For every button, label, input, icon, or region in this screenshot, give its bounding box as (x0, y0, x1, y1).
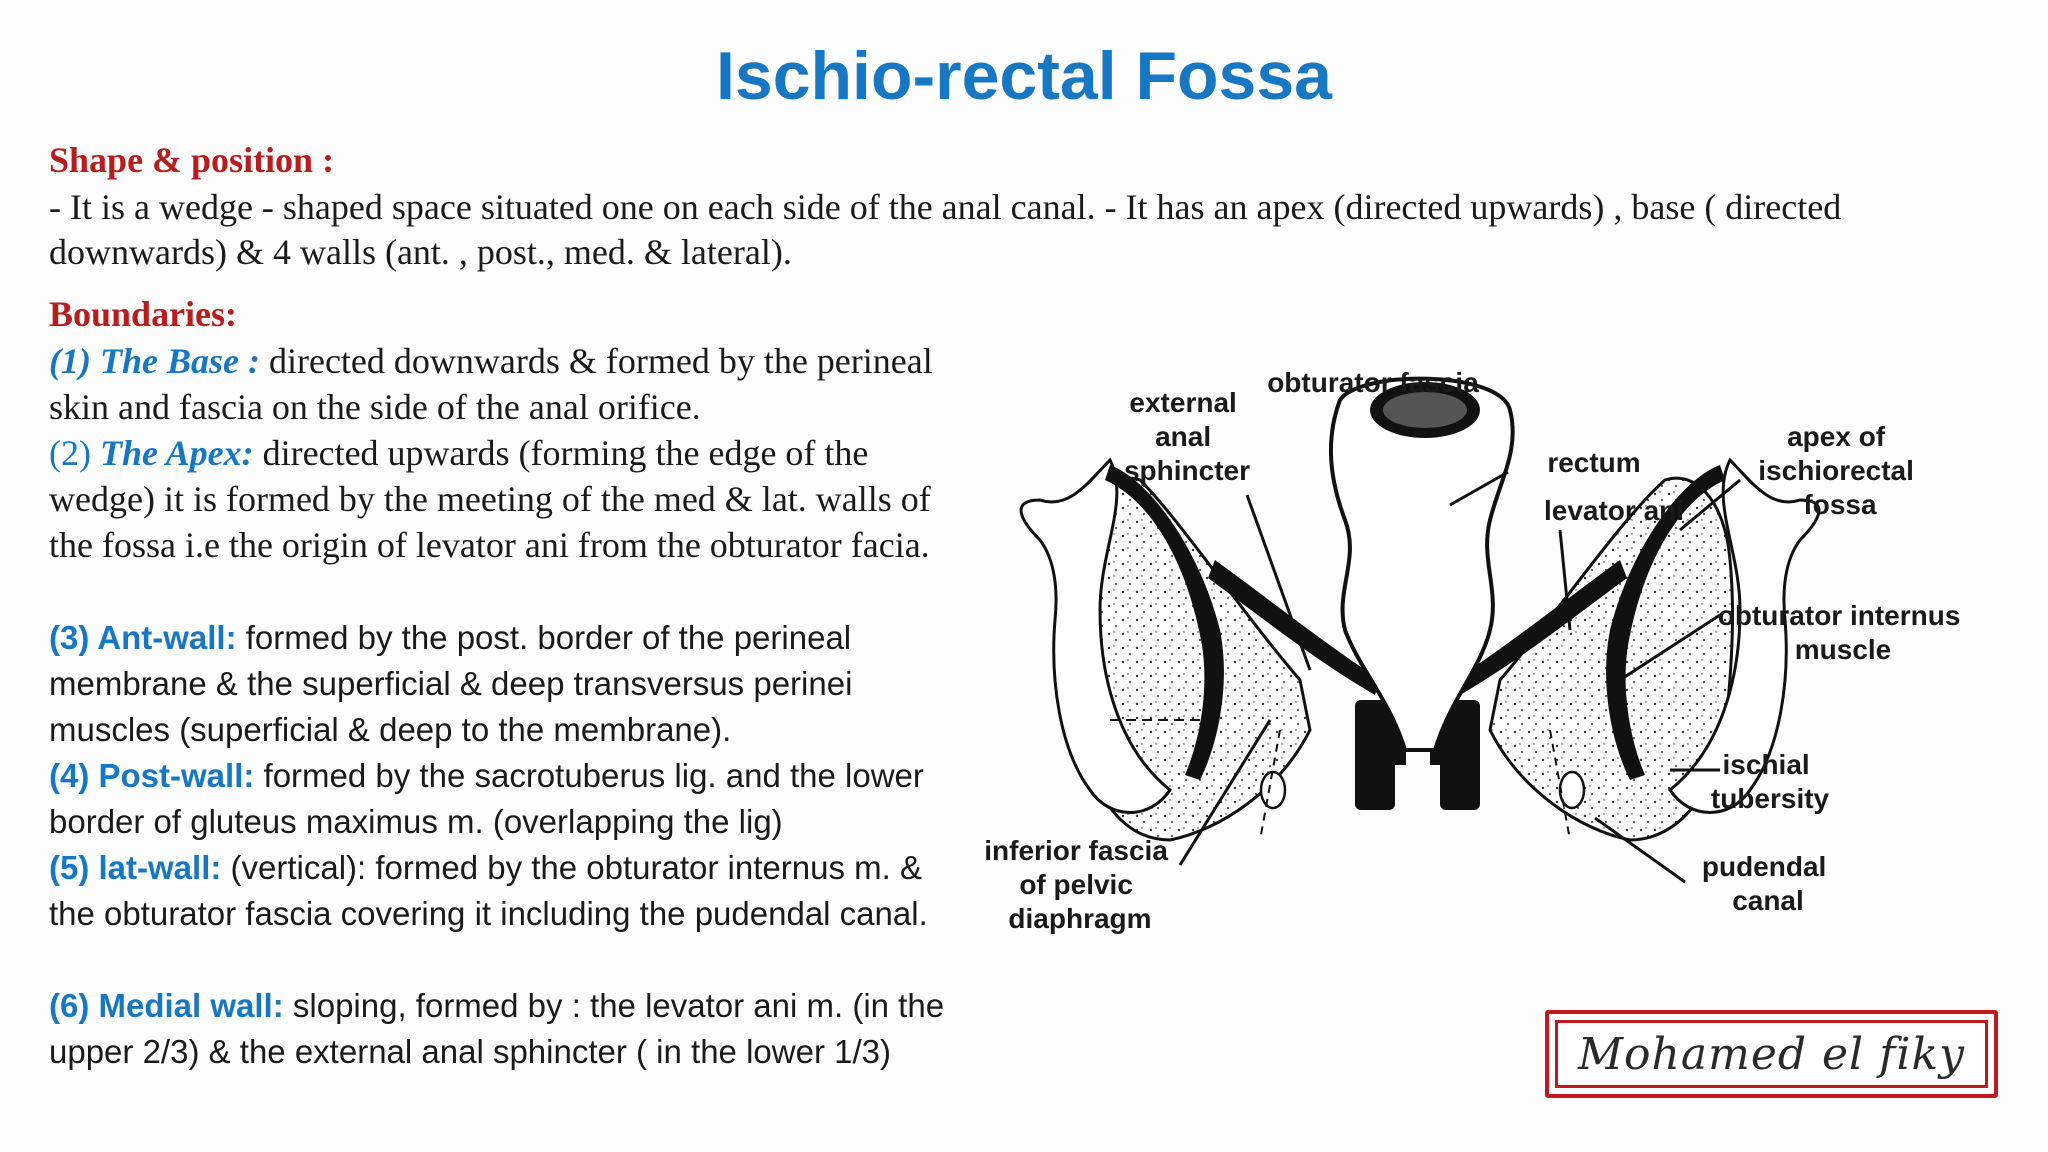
boundary-lead: The Apex: (99, 433, 254, 473)
left-sphincter (1355, 700, 1395, 810)
label-obturator-internus: obturator internus muscle (1717, 600, 1961, 665)
page-title: Ischio-rectal Fossa (715, 38, 1333, 114)
boundary-lead: (5) lat-wall: (49, 849, 222, 886)
boundary-text: formed by the post. border of the perineal membrane & the superficial & deep transversus perinei muscles (superficial & deep to the membrane). (49, 619, 853, 748)
boundary-medial-wall (49, 983, 959, 1075)
label-ischial-tuberosity: ischial tubersity (1710, 749, 1830, 814)
author-frame (1555, 1020, 1988, 1088)
boundary-base (49, 338, 959, 430)
shape-position-heading: Shape & position : (49, 140, 335, 180)
shape-position-text: - It is a wedge - shaped space situated one on each side of the anal canal. - It has an apex (directed upwards) , base ( directed downwards) & 4 walls (ant. , post., med. & lateral). (49, 187, 1842, 272)
author-name: Mohamed el fiky (1577, 1028, 1965, 1080)
boundary-text: formed by the sacrotuberus lig. and the lower border of gluteus maximus m. (overlapping the lig) (49, 757, 924, 840)
label-rectum: rectum (1547, 447, 1641, 478)
boundary-text: directed upwards (forming the edge of the wedge) it is formed by the meeting of the med & lat. walls of the fossa i.e the origin of levator ani from the obturator facia. (49, 433, 931, 565)
boundary-text: (vertical): formed by the obturator internus m. & the obturator fascia covering it including the pudendal canal. (49, 849, 928, 932)
label-levator-ani: levator ani (1543, 495, 1685, 526)
boundary-ant-wall (49, 615, 959, 753)
boundary-post-wall (49, 753, 959, 845)
boundaries-heading: Boundaries: (49, 294, 238, 334)
left-pudendal-canal (1261, 772, 1285, 808)
label-inferior-fascia: inferior fascia of pelvic diaphragm (984, 835, 1168, 934)
boundary-text: directed downwards & formed by the perineal skin and fascia on the side of the anal orifice. (49, 341, 933, 427)
label-obturator-fascia: obturator fascia (1267, 367, 1479, 398)
boundary-lat-wall (49, 845, 959, 937)
ischiorectal-fossa-diagram (980, 350, 2010, 950)
author-signature-box (1545, 1010, 1998, 1098)
boundary-number: (2) (49, 433, 100, 473)
label-pudendal-canal: pudendal canal (1701, 851, 1827, 916)
boundary-lead: (1) The Base : (49, 341, 260, 381)
boundary-lead: (3) Ant-wall: (49, 619, 237, 656)
boundary-lead: (6) Medial wall: (49, 987, 284, 1024)
label-external-anal-sphincter: external anal sphincter (1123, 387, 1251, 486)
boundary-apex (49, 430, 959, 568)
boundary-lead: (4) Post-wall: (49, 757, 255, 794)
boundary-text: sloping, formed by : the levator ani m. (in the upper 2/3) & the external anal sphincter ( in the lower 1/3) (49, 987, 945, 1070)
label-apex: apex of ischiorectal fossa (1758, 421, 1914, 520)
